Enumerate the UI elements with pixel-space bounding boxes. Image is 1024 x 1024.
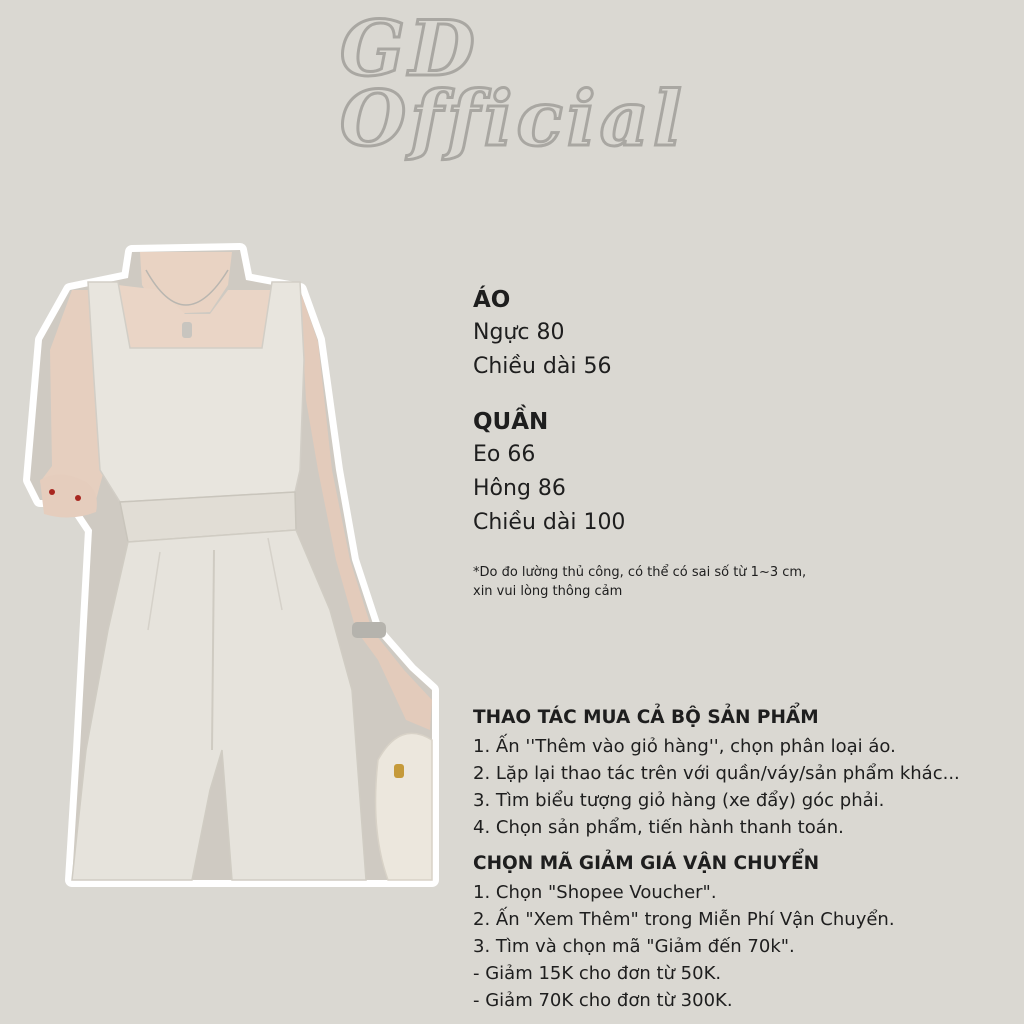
size-specs [473,284,625,562]
voucher-step: 3. Tìm và chọn mã "Giảm đến 70k". [473,936,795,957]
note-line: *Do đo lường thủ công, có thể có sai số từ 1~3 cm, [473,565,807,580]
jumpsuit-photo-icon [0,230,440,890]
spec-group-top [473,284,625,384]
spec-line: Hông 86 [473,476,566,501]
brand-logo-line1: GD [340,4,479,93]
measurement-note [473,563,806,601]
voucher-step: - Giảm 70K cho đơn từ 300K. [473,990,733,1011]
brand-logo [340,4,686,163]
buy-step: 3. Tìm biểu tượng giỏ hàng (xe đẩy) góc phải. [473,790,885,811]
spec-title-top: ÁO [473,287,511,313]
voucher-instructions [473,850,895,1014]
buy-step: 1. Ấn ''Thêm vào giỏ hàng'', chọn phân loại áo. [473,736,896,757]
note-line: xin vui lòng thông cảm [473,584,623,599]
spec-line: Chiều dài 100 [473,510,626,535]
brand-logo-line2: Official [340,74,686,163]
buy-step: 4. Chọn sản phẩm, tiến hành thanh toán. [473,817,844,838]
buy-step: 2. Lặp lại thao tác trên với quần/váy/sản phẩm khác... [473,763,960,784]
spec-line: Eo 66 [473,442,536,467]
buy-instructions [473,704,960,841]
voucher-step: 2. Ấn "Xem Thêm" trong Miễn Phí Vận Chuyển. [473,909,895,930]
voucher-step: - Giảm 15K cho đơn từ 50K. [473,963,722,984]
voucher-step: 1. Chọn "Shopee Voucher". [473,882,717,903]
spec-line: Ngực 80 [473,320,565,345]
spec-group-pants [473,406,625,540]
buy-instructions-title: THAO TÁC MUA CẢ BỘ SẢN PHẨM [473,707,819,728]
voucher-instructions-title: CHỌN MÃ GIẢM GIÁ VẬN CHUYỂN [473,853,820,874]
spec-line: Chiều dài 56 [473,354,612,379]
spec-title-pants: QUẦN [473,409,549,435]
